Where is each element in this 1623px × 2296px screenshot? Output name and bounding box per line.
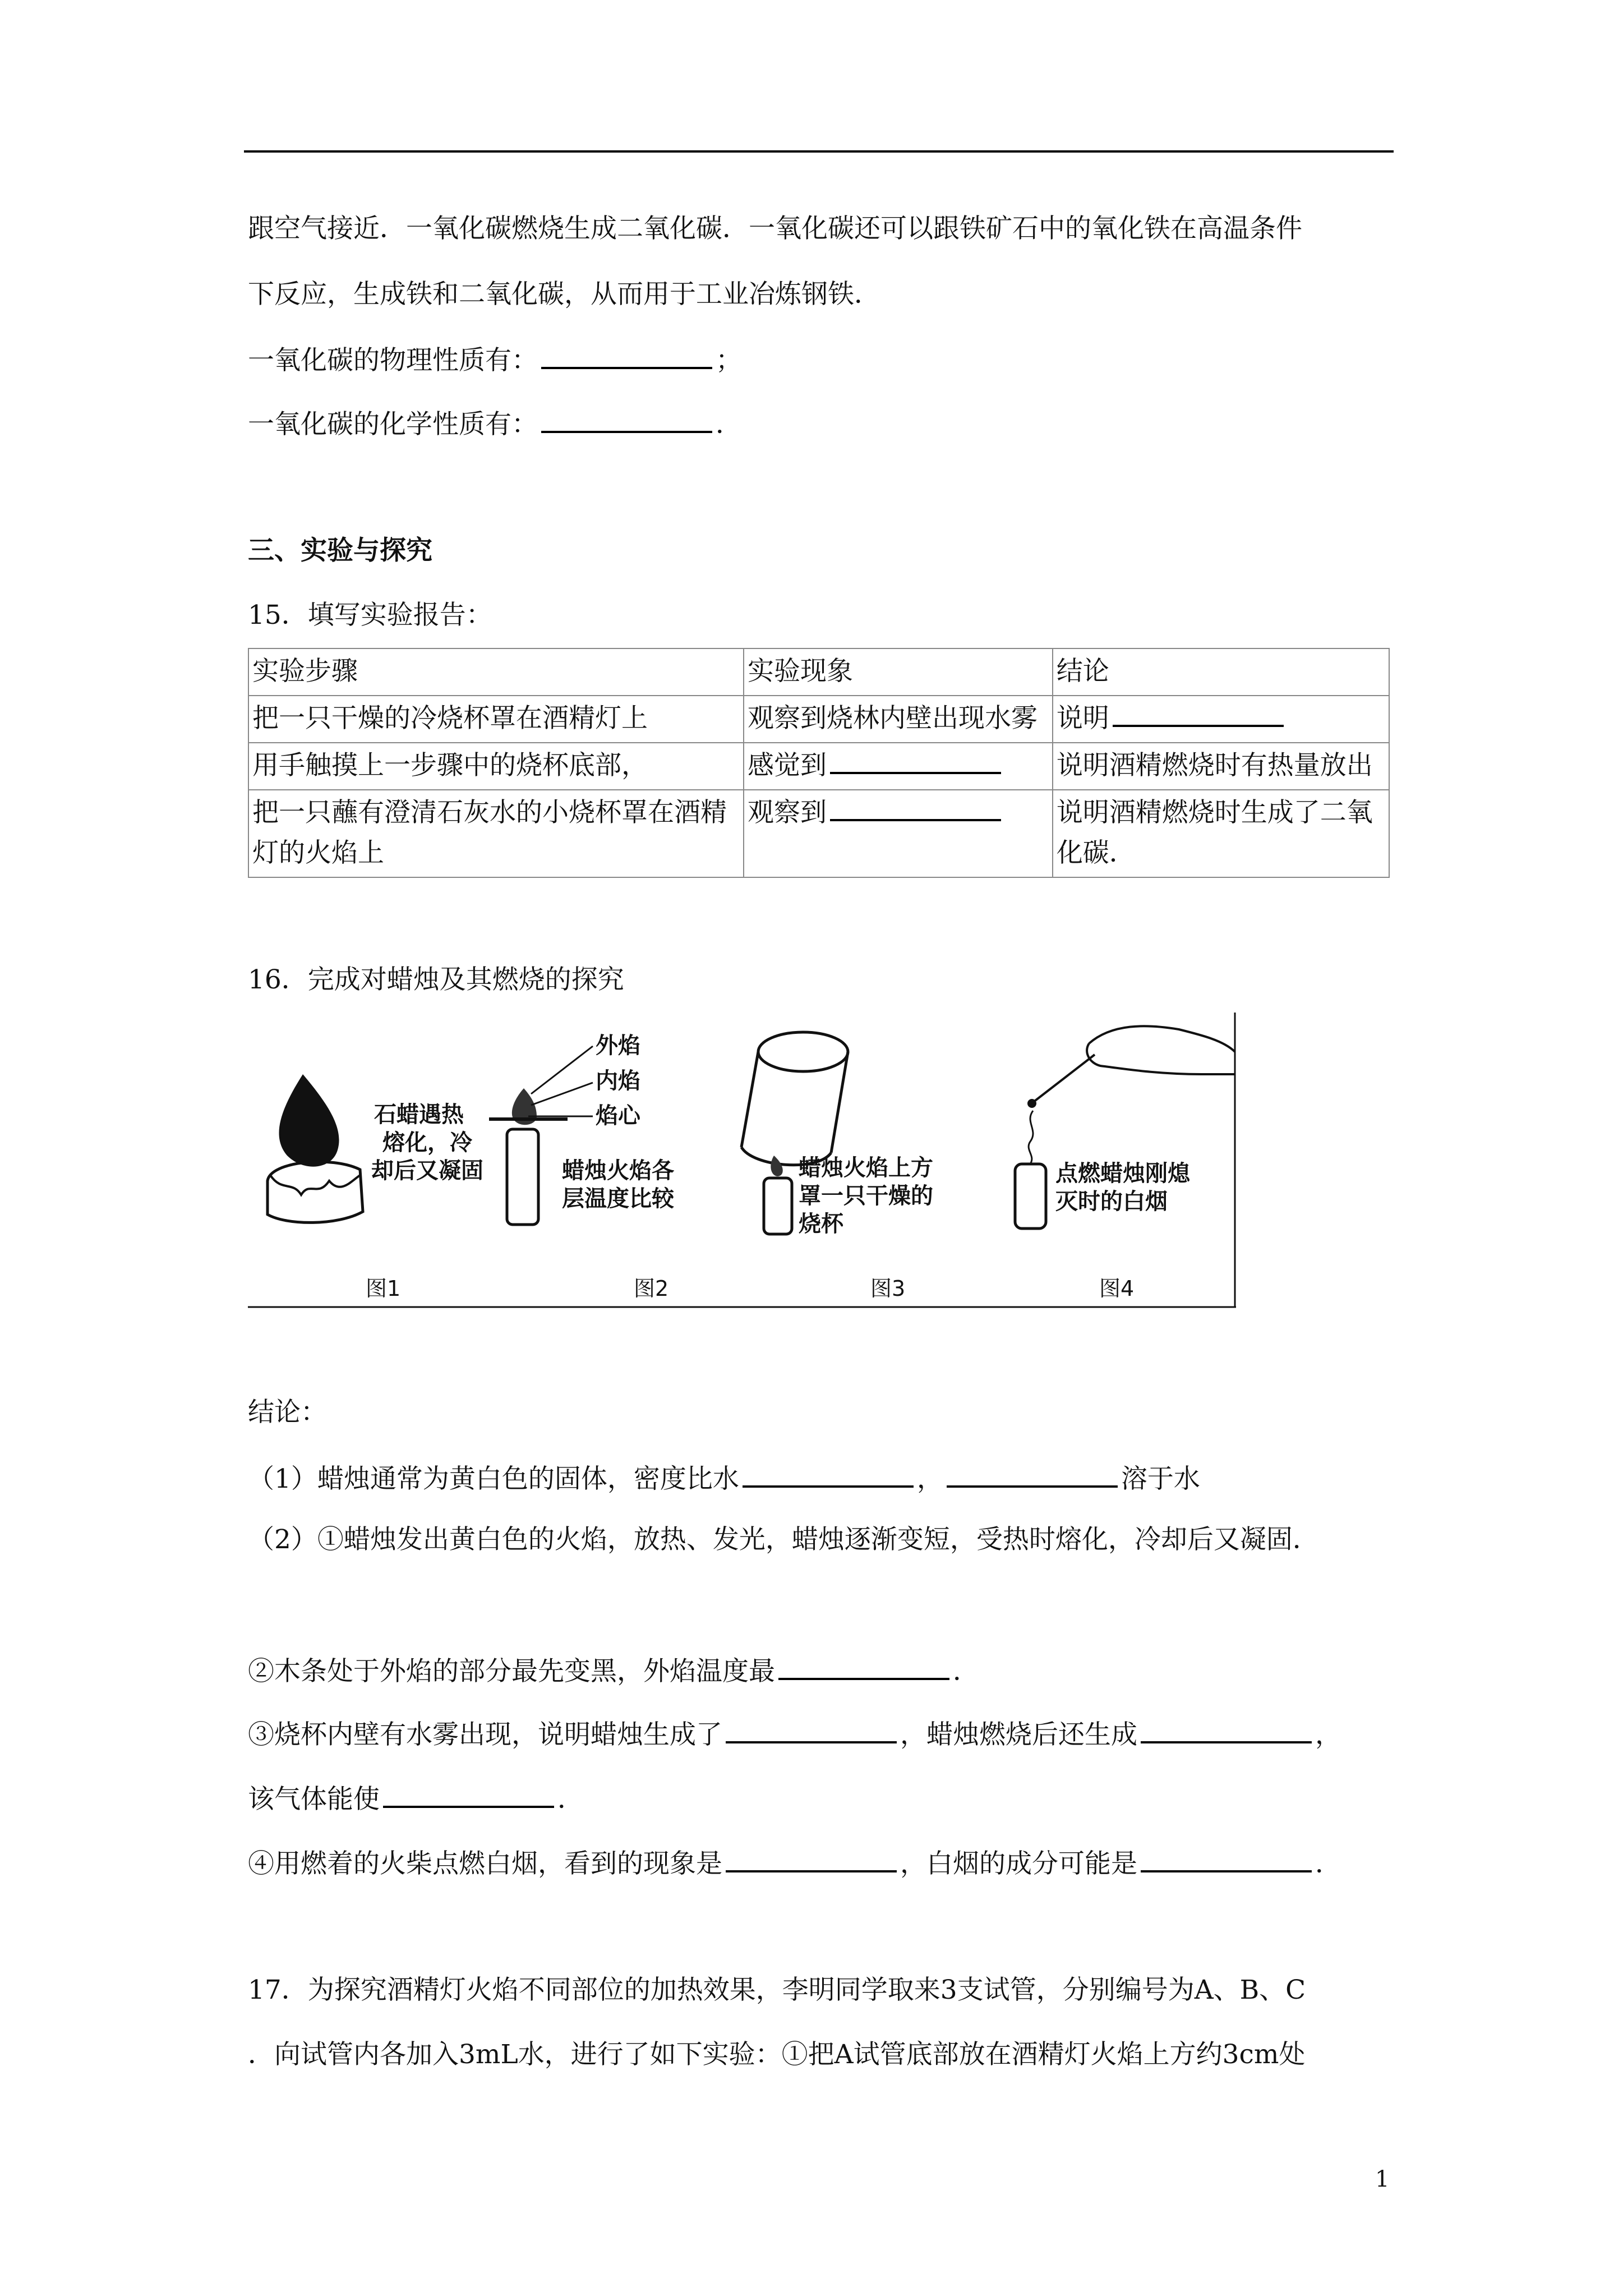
answer-blank[interactable]	[947, 1460, 1118, 1488]
answer-blank[interactable]	[383, 1780, 554, 1808]
fig2-label-core: 焰心	[596, 1103, 640, 1129]
fig3-text-3: 烧杯	[799, 1211, 843, 1237]
fig4-caption: 图4	[1099, 1276, 1135, 1301]
fig1-text-3: 却后又凝固	[371, 1158, 483, 1184]
fig3-text-1: 蜡烛火焰上方	[799, 1155, 933, 1181]
answer-blank[interactable]	[1141, 1844, 1312, 1872]
fig3-caption: 图3	[870, 1276, 906, 1301]
answer-blank[interactable]	[541, 405, 712, 433]
q17-line-2: ．向试管内各加入3mL水，进行了如下实验：①把A试管底部放在酒精灯火焰上方约3cm处	[248, 2039, 1306, 2070]
phenomenon-cell: 感觉到	[744, 743, 1053, 790]
candle-experiment-figure	[248, 1013, 1236, 1313]
q15-title: 15．填写实验报告：	[248, 600, 492, 631]
phenomenon-cell: 观察到	[744, 790, 1053, 877]
intro-line-2: 下反应，生成铁和二氧化碳，从而用于工业冶炼钢铁．	[248, 279, 880, 310]
fig1-text-1: 石蜡遇热	[374, 1102, 464, 1128]
conclusion-cell: 说明酒精燃烧时有热量放出	[1053, 743, 1389, 790]
fig2-label-inner: 内焰	[596, 1068, 640, 1094]
step-cell: 把一只干燥的冷烧杯罩在酒精灯上	[248, 696, 744, 743]
fig2-text-1: 蜡烛火焰各	[562, 1158, 674, 1184]
table-header-row	[248, 648, 1389, 696]
conclusion-item-4: ③烧杯内壁有水雾出现，说明蜡烛生成了 ，蜡烛燃烧后还生成 ，	[248, 1715, 1341, 1752]
fig1-text-2: 熔化，冷	[382, 1130, 472, 1156]
fig2-text-2: 层温度比较	[562, 1186, 674, 1212]
fig2-caption: 图2	[634, 1276, 669, 1301]
step-cell: 把一只蘸有澄清石灰水的小烧杯罩在酒精灯的火焰上	[248, 790, 744, 877]
q17-line-1: 17．为探究酒精灯火焰不同部位的加热效果，李明同学取来3支试管，分别编号为A、B、C	[248, 1975, 1306, 2005]
intro-line-1: 跟空气接近．一氧化碳燃烧生成二氧化碳．一氧化碳还可以跟铁矿石中的氧化铁在高温条件	[248, 213, 1302, 244]
conclusion-label: 结论：	[248, 1397, 327, 1428]
fig4-text-1: 点燃蜡烛刚熄	[1055, 1161, 1190, 1186]
section-title: 三、实验与探究	[248, 535, 432, 566]
header-phenomenon: 实验现象	[744, 648, 1053, 696]
fig2-label-outer: 外焰	[596, 1033, 640, 1059]
answer-blank[interactable]	[778, 1652, 949, 1680]
step-cell: 用手触摸上一步骤中的烧杯底部，	[248, 743, 744, 790]
conclusion-item-5: 该气体能使 ．	[248, 1780, 584, 1816]
header-rule	[244, 150, 1394, 153]
phenomenon-cell: 观察到烧林内壁出现水雾	[744, 696, 1053, 743]
physical-property-line: 一氧化碳的物理性质有： ；	[248, 341, 742, 378]
answer-blank[interactable]	[541, 341, 712, 369]
header-step: 实验步骤	[248, 648, 744, 696]
table-row	[248, 696, 1389, 743]
answer-blank[interactable]	[830, 746, 1001, 774]
answer-blank[interactable]	[830, 793, 1001, 821]
answer-blank[interactable]	[726, 1844, 897, 1872]
table-row	[248, 790, 1389, 877]
conclusion-item-2: （2）①蜡烛发出黄白色的火焰，放热、发光，蜡烛逐渐变短，受热时熔化，冷却后又凝固．	[248, 1524, 1319, 1555]
experiment-report-table	[248, 648, 1390, 878]
header-conclusion: 结论	[1053, 648, 1389, 696]
page-number: 1	[1375, 2166, 1390, 2192]
conclusion-cell: 说明	[1053, 696, 1389, 743]
conclusion-item-3: ②木条处于外焰的部分最先变黑，外焰温度最 ．	[248, 1652, 979, 1688]
answer-blank[interactable]	[1141, 1715, 1312, 1743]
conclusion-item-1: （1）蜡烛通常为黄白色的固体，密度比水 ， 溶于水	[248, 1460, 1200, 1496]
fig4-text-2: 灭时的白烟	[1055, 1189, 1168, 1214]
table-row	[248, 743, 1389, 790]
conclusion-item-6: ④用燃着的火柴点燃白烟，看到的现象是 ，白烟的成分可能是 ．	[248, 1844, 1341, 1881]
fig1-candle-drawing	[268, 1074, 363, 1222]
conclusion-cell: 说明酒精燃烧时生成了二氧化碳．	[1053, 790, 1389, 877]
answer-blank[interactable]	[1113, 699, 1284, 727]
answer-blank[interactable]	[743, 1460, 914, 1488]
fig1-caption: 图1	[366, 1276, 401, 1301]
chemical-property-line: 一氧化碳的化学性质有： ．	[248, 405, 742, 441]
fig3-text-2: 罩一只干燥的	[799, 1183, 933, 1209]
answer-blank[interactable]	[726, 1715, 897, 1743]
q16-title: 16．完成对蜡烛及其燃烧的探究	[248, 964, 624, 995]
